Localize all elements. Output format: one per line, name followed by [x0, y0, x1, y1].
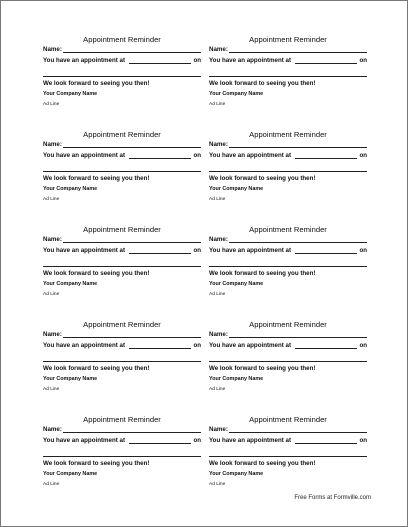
company-name: Your Company Name — [209, 186, 264, 192]
name-label: Name: — [209, 46, 228, 53]
appointment-blank-line — [295, 253, 357, 254]
name-label: Name: — [43, 426, 62, 433]
date-blank-line — [43, 456, 201, 457]
name-label: Name: — [43, 141, 62, 148]
name-label: Name: — [209, 331, 228, 338]
reminder-card — [209, 320, 367, 416]
appointment-blank-line — [129, 158, 191, 159]
on-label: on — [193, 342, 201, 349]
name-row — [43, 425, 201, 434]
closing-text: We look forward to seeing you then! — [43, 270, 150, 277]
appointment-blank-line — [295, 158, 357, 159]
ad-line: Ad Line — [209, 387, 226, 392]
on-label: on — [359, 437, 367, 444]
appointment-row — [43, 246, 201, 255]
name-blank-line — [229, 337, 367, 338]
appointment-row — [209, 56, 367, 65]
name-blank-line — [63, 147, 201, 148]
appointment-row — [209, 341, 367, 350]
name-blank-line — [229, 147, 367, 148]
appointment-blank-line — [129, 253, 191, 254]
name-label: Name: — [43, 236, 62, 243]
footer-credit: Free Forms at Formville.com — [294, 495, 371, 501]
reminder-card — [43, 320, 201, 416]
ad-line: Ad Line — [209, 482, 226, 487]
name-blank-line — [63, 337, 201, 338]
company-name: Your Company Name — [209, 471, 264, 477]
closing-text: We look forward to seeing you then! — [43, 460, 150, 467]
on-label: on — [193, 57, 201, 64]
name-blank-line — [229, 432, 367, 433]
ad-line: Ad Line — [43, 197, 60, 202]
reminder-card — [209, 225, 367, 321]
appointment-label: You have an appointment at — [209, 247, 292, 254]
on-label: on — [359, 342, 367, 349]
name-row — [209, 140, 367, 149]
card-title: Appointment Reminder — [83, 35, 161, 44]
name-row — [43, 330, 201, 339]
name-label: Name: — [209, 426, 228, 433]
appointment-label: You have an appointment at — [209, 437, 292, 444]
closing-text: We look forward to seeing you then! — [43, 80, 150, 87]
name-label: Name: — [43, 331, 62, 338]
company-name: Your Company Name — [209, 281, 264, 287]
card-title: Appointment Reminder — [249, 320, 327, 329]
name-row — [209, 45, 367, 54]
date-blank-line — [209, 171, 367, 172]
on-label: on — [193, 437, 201, 444]
card-title: Appointment Reminder — [249, 415, 327, 424]
ad-line: Ad Line — [43, 292, 60, 297]
company-name: Your Company Name — [43, 471, 98, 477]
ad-line: Ad Line — [209, 102, 226, 107]
appointment-row — [43, 436, 201, 445]
company-name: Your Company Name — [43, 186, 98, 192]
reminder-card — [43, 130, 201, 226]
closing-text: We look forward to seeing you then! — [43, 175, 150, 182]
closing-text: We look forward to seeing you then! — [209, 270, 316, 277]
appointment-label: You have an appointment at — [209, 152, 292, 159]
ad-line: Ad Line — [43, 387, 60, 392]
appointment-blank-line — [295, 443, 357, 444]
card-title: Appointment Reminder — [83, 415, 161, 424]
name-row — [43, 45, 201, 54]
name-row — [209, 235, 367, 244]
card-title: Appointment Reminder — [83, 130, 161, 139]
card-title: Appointment Reminder — [249, 225, 327, 234]
name-row — [209, 330, 367, 339]
name-blank-line — [63, 432, 201, 433]
closing-text: We look forward to seeing you then! — [209, 365, 316, 372]
closing-text: We look forward to seeing you then! — [209, 175, 316, 182]
reminder-card — [43, 225, 201, 321]
on-label: on — [193, 247, 201, 254]
appointment-blank-line — [295, 63, 357, 64]
company-name: Your Company Name — [43, 91, 98, 97]
appointment-row — [209, 246, 367, 255]
name-blank-line — [63, 52, 201, 53]
card-title: Appointment Reminder — [249, 35, 327, 44]
date-blank-line — [209, 361, 367, 362]
closing-text: We look forward to seeing you then! — [209, 460, 316, 467]
card-title: Appointment Reminder — [83, 320, 161, 329]
appointment-label: You have an appointment at — [43, 437, 126, 444]
appointment-row — [43, 341, 201, 350]
company-name: Your Company Name — [43, 281, 98, 287]
appointment-label: You have an appointment at — [43, 342, 126, 349]
appointment-row — [209, 436, 367, 445]
closing-text: We look forward to seeing you then! — [43, 365, 150, 372]
name-label: Name: — [209, 141, 228, 148]
appointment-label: You have an appointment at — [209, 342, 292, 349]
name-blank-line — [63, 242, 201, 243]
appointment-row — [209, 151, 367, 160]
company-name: Your Company Name — [43, 376, 98, 382]
company-name: Your Company Name — [209, 376, 264, 382]
appointment-label: You have an appointment at — [43, 247, 126, 254]
card-title: Appointment Reminder — [83, 225, 161, 234]
company-name: Your Company Name — [209, 91, 264, 97]
on-label: on — [359, 152, 367, 159]
date-blank-line — [209, 266, 367, 267]
ad-line: Ad Line — [43, 482, 60, 487]
date-blank-line — [209, 456, 367, 457]
appointment-label: You have an appointment at — [43, 152, 126, 159]
name-label: Name: — [43, 46, 62, 53]
appointment-blank-line — [295, 348, 357, 349]
card-title: Appointment Reminder — [249, 130, 327, 139]
on-label: on — [193, 152, 201, 159]
name-row — [43, 140, 201, 149]
reminder-card — [43, 35, 201, 131]
on-label: on — [359, 57, 367, 64]
name-blank-line — [229, 52, 367, 53]
date-blank-line — [209, 76, 367, 77]
appointment-label: You have an appointment at — [209, 57, 292, 64]
appointment-blank-line — [129, 63, 191, 64]
appointment-blank-line — [129, 348, 191, 349]
appointment-row — [43, 56, 201, 65]
date-blank-line — [43, 361, 201, 362]
name-blank-line — [229, 242, 367, 243]
ad-line: Ad Line — [209, 292, 226, 297]
appointment-blank-line — [129, 443, 191, 444]
on-label: on — [359, 247, 367, 254]
ad-line: Ad Line — [43, 102, 60, 107]
name-row — [209, 425, 367, 434]
ad-line: Ad Line — [209, 197, 226, 202]
closing-text: We look forward to seeing you then! — [209, 80, 316, 87]
reminder-card — [43, 415, 201, 511]
date-blank-line — [43, 171, 201, 172]
date-blank-line — [43, 76, 201, 77]
reminder-card — [209, 130, 367, 226]
reminder-card-grid — [1, 1, 407, 526]
date-blank-line — [43, 266, 201, 267]
reminder-card — [209, 35, 367, 131]
name-row — [43, 235, 201, 244]
name-label: Name: — [209, 236, 228, 243]
appointment-label: You have an appointment at — [43, 57, 126, 64]
appointment-row — [43, 151, 201, 160]
